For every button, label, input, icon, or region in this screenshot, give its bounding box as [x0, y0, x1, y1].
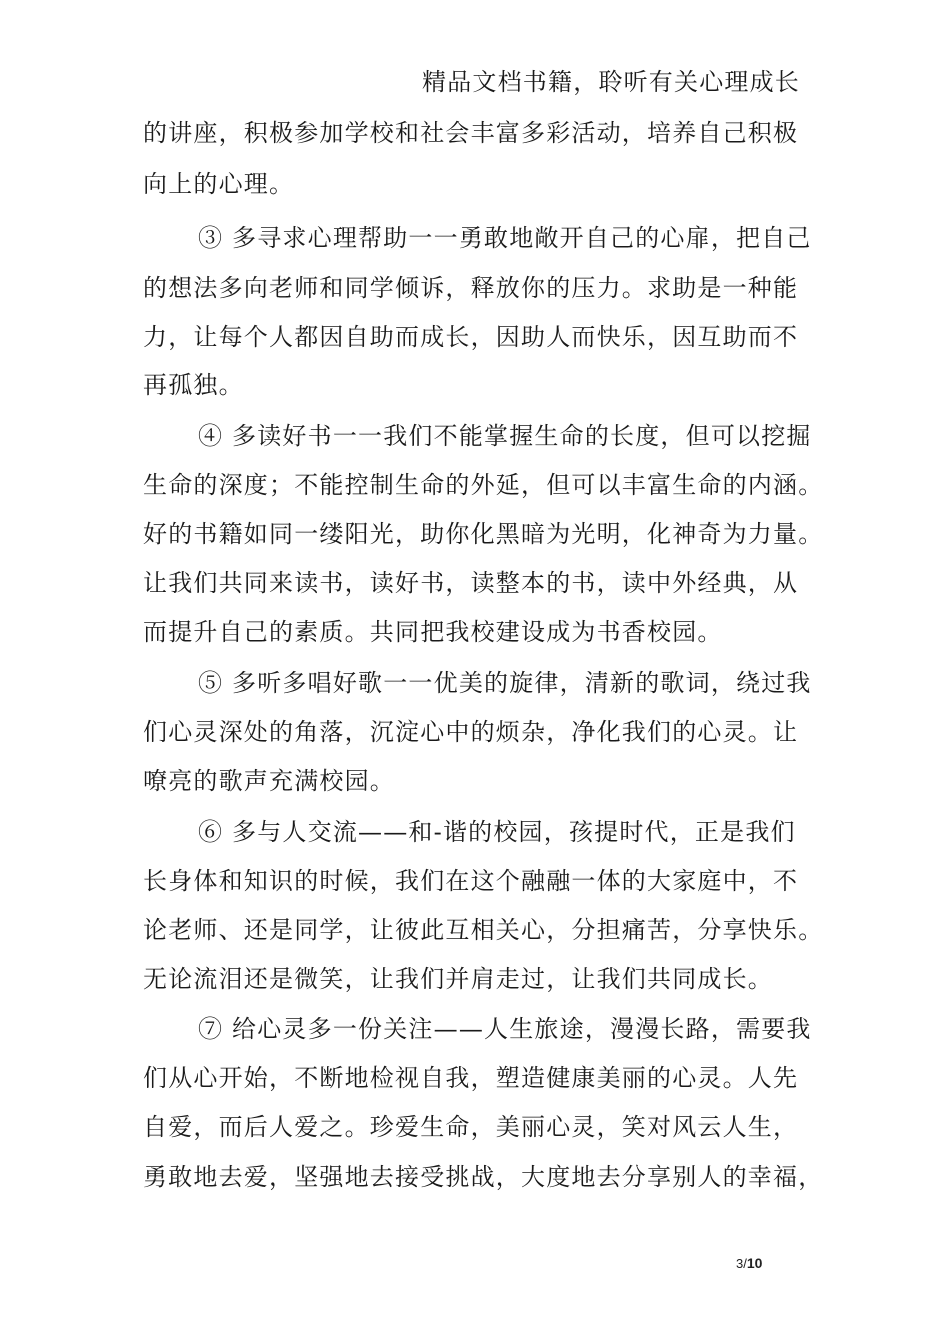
- text-line: 而提升自己的素质。共同把我校建设成为书香校园。: [143, 618, 723, 646]
- text-line: 好的书籍如同一缕阳光，助你化黑暗为光明，化神奇为力量。: [143, 520, 824, 548]
- text-line: 的讲座，积极参加学校和社会丰富多彩活动，培养自己积极: [143, 119, 799, 147]
- text-line: ⑤ 多听多唱好歌一一优美的旋律，清新的歌词，绕过我: [198, 669, 812, 697]
- text-line: 生命的深度；不能控制生命的外延，但可以丰富生命的内涵。: [143, 471, 824, 499]
- text-line: 让我们共同来读书，读好书，读整本的书，读中外经典，从: [143, 569, 799, 597]
- text-line: 无论流泪还是微笑，让我们并肩走过，让我们共同成长。: [143, 965, 773, 993]
- page-total: 10: [746, 1255, 763, 1271]
- text-line: 嘹亮的歌声充满校园。: [143, 767, 395, 795]
- text-line: 自爱，而后人爱之。珍爱生命，美丽心灵，笑对风云人生，: [143, 1113, 799, 1141]
- text-line: ③ 多寻求心理帮助一一勇敢地敞开自己的心扉，把自己: [198, 224, 812, 252]
- text-line: 们心灵深处的角落，沉淀心中的烦杂，净化我们的心灵。让: [143, 718, 799, 746]
- text-line: 长身体和知识的时候，我们在这个融融一体的大家庭中，不: [143, 867, 799, 895]
- page-current: 3: [736, 1256, 744, 1271]
- text-line: 力，让每个人都因自助而成长，因助人而快乐，因互助而不: [143, 323, 799, 351]
- page-number: 3/10: [736, 1255, 763, 1271]
- text-line: ⑦ 给心灵多一份关注——人生旅途，漫漫长路，需要我: [198, 1015, 812, 1043]
- text-line: 向上的心理。: [143, 170, 295, 198]
- text-line: 勇敢地去爱，坚强地去接受挑战，大度地去分享别人的幸福，: [143, 1163, 824, 1191]
- text-line: 精品文档书籍，聆听有关心理成长: [422, 68, 800, 96]
- text-line: 的想法多向老师和同学倾诉，释放你的压力。求助是一种能: [143, 274, 799, 302]
- text-line: ④ 多读好书一一我们不能掌握生命的长度，但可以挖掘: [198, 422, 812, 450]
- text-line: 们从心开始，不断地检视自我，塑造健康美丽的心灵。人先: [143, 1064, 799, 1092]
- text-line: 论老师、还是同学，让彼此互相关心，分担痛苦，分享快乐。: [143, 916, 824, 944]
- text-line: 再孤独。: [143, 371, 244, 399]
- text-line: ⑥ 多与人交流——和-谐的校园，孩提时代，正是我们: [198, 818, 796, 846]
